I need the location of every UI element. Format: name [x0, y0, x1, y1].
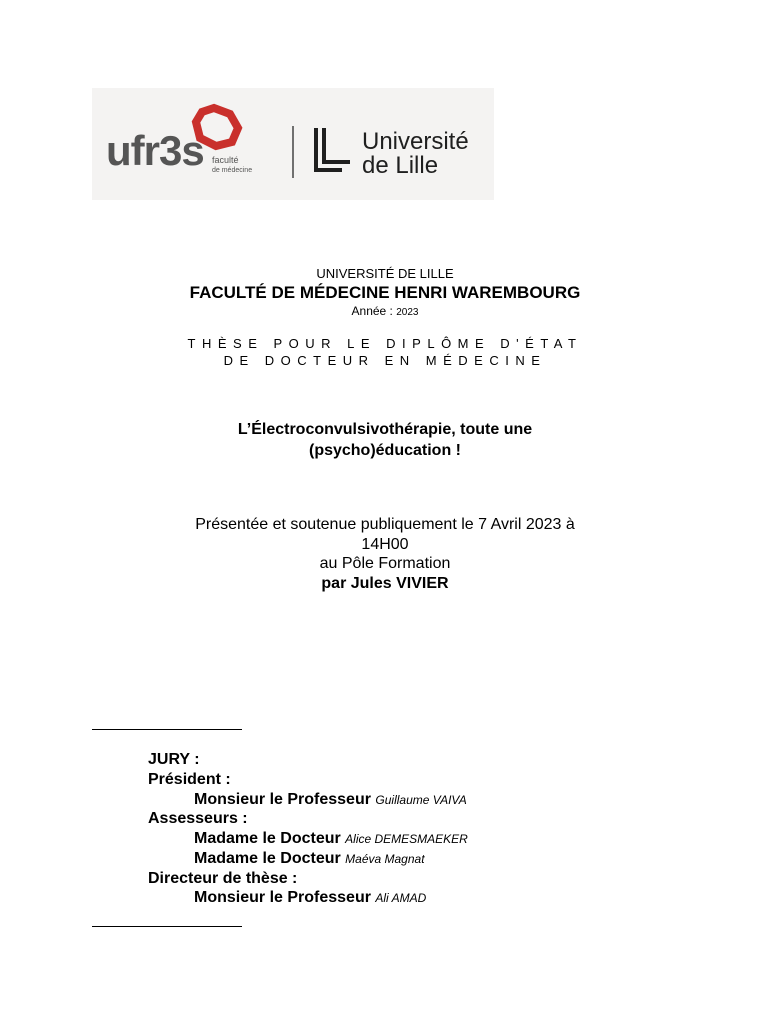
defense-date-line: Présentée et soutenue publiquement le 7 Avril 2023 à [195, 516, 575, 533]
logo-banner [92, 88, 494, 200]
thesis-type-line2: DE DOCTEUR EN MÉDECINE [223, 353, 547, 368]
directeur-entry [194, 890, 426, 906]
faculty-title: FACULTÉ DE MÉDECINE HENRI WAREMBOURG [189, 283, 581, 302]
directeur-name: Ali AMAD [375, 891, 427, 905]
year-line [0, 304, 770, 318]
separator-top [92, 729, 242, 730]
assesseur-entry-2 [194, 851, 425, 867]
jury-heading: JURY : [148, 751, 200, 768]
thesis-type-line1: THÈSE POUR LE DIPLÔME D'ÉTAT [187, 336, 583, 351]
president-entry [194, 792, 467, 808]
lille-logo-text: de Lille [362, 152, 439, 179]
universite-logo-text: Université [362, 128, 469, 155]
lille-emblem-icon [316, 128, 350, 170]
assesseur2-title: Madame le Docteur [194, 850, 346, 867]
president-name: Guillaume VAIVA [375, 793, 467, 807]
assesseur-entry-1 [194, 831, 468, 847]
separator-bottom [92, 926, 242, 927]
assesseurs-label: Assesseurs : [148, 810, 248, 827]
author-line: par Jules VIVIER [321, 575, 449, 592]
assesseur2-name: Maéva Magnat [345, 852, 425, 866]
assesseur1-name: Alice DEMESMAEKER [345, 832, 468, 846]
defense-time-line: 14H00 [361, 536, 409, 553]
defense-location-line: au Pôle Formation [319, 555, 451, 572]
year-value: 2023 [396, 307, 419, 318]
directeur-label: Directeur de thèse : [148, 870, 298, 887]
year-label: Année : [351, 304, 397, 318]
logo-faculte-label: faculté [212, 155, 239, 165]
directeur-title: Monsieur le Professeur [194, 889, 376, 906]
logo-medecine-label: de médecine [212, 167, 253, 174]
university-name: UNIVERSITÉ DE LILLE [316, 266, 454, 281]
president-label: Président : [148, 771, 231, 788]
thesis-title-line1: L’Électroconvulsivothérapie, toute une [237, 421, 533, 438]
assesseur1-title: Madame le Docteur [194, 830, 346, 847]
ufr3s-logo-text: ufr3s [106, 127, 204, 174]
thesis-title-line2: (psycho)éducation ! [308, 442, 461, 459]
president-title: Monsieur le Professeur [194, 791, 376, 808]
